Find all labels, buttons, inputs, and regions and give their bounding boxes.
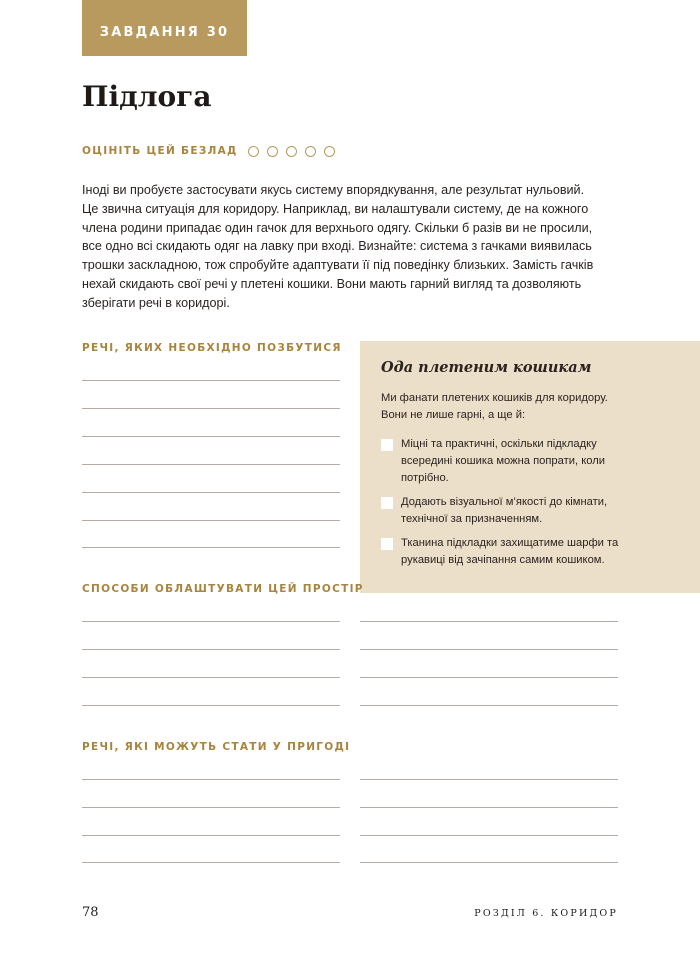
checklist-line: Міцні та практичні, оскільки підкладку: [401, 438, 597, 450]
checklist-item: [381, 436, 680, 487]
writing-line[interactable]: [360, 807, 618, 808]
writing-line[interactable]: [82, 520, 340, 521]
writing-line[interactable]: [360, 649, 618, 650]
writing-line[interactable]: [82, 779, 340, 780]
writing-line[interactable]: [82, 621, 340, 622]
checklist-line: потрібно.: [401, 472, 449, 484]
writing-line[interactable]: [360, 705, 618, 706]
rating-circle-1[interactable]: [248, 146, 259, 157]
intro-line: Іноді ви пробуєте застосувати якусь систему впорядкування, але результат нульовий.: [82, 183, 585, 197]
sidebar-title: Ода плетеним кошикам: [381, 359, 592, 376]
intro-paragraph: [82, 181, 622, 313]
writing-line[interactable]: [82, 408, 340, 409]
baskets-sidebar: [360, 341, 700, 593]
rating-label: ОЦІНІТЬ ЦЕЙ БЕЗЛАД: [82, 145, 238, 157]
chapter-label: РОЗДІЛ 6. КОРИДОР: [474, 908, 618, 919]
writing-line[interactable]: [360, 779, 618, 780]
writing-line[interactable]: [360, 621, 618, 622]
writing-line[interactable]: [82, 436, 340, 437]
mess-rating: [82, 145, 343, 157]
checklist-line: всередині кошика можна попрати, коли: [401, 455, 605, 467]
writing-line[interactable]: [82, 835, 340, 836]
intro-line: члена родини припадає один гачок для верхнього одягу. Скільки б разів ви не просили,: [82, 220, 593, 235]
rating-circle-4[interactable]: [305, 146, 316, 157]
intro-line: трошки заскладною, тож спробуйте адаптувати її під поведінку близьких. Замість гачків: [82, 258, 594, 273]
checklist-line: Додають візуальної м’якості до кімнати,: [401, 496, 608, 508]
intro-line: все одно всі скидають одяг на лавку при вході. Визнайте: система з гачками виявилась: [82, 239, 592, 254]
writing-line[interactable]: [360, 677, 618, 678]
intro-line: нехай скидають свої речі у плетені кошики. Вони мають гарний вигляд та дозволяють: [82, 276, 582, 291]
writing-line[interactable]: [82, 464, 340, 465]
sidebar-intro-line: Вони не лише гарні, а ще й:: [381, 409, 526, 421]
writing-line[interactable]: [82, 705, 340, 706]
checkbox[interactable]: [381, 538, 393, 550]
discard-section-label: РЕЧІ, ЯКИХ НЕОБХІДНО ПОЗБУТИСЯ: [82, 342, 342, 354]
checkbox[interactable]: [381, 497, 393, 509]
writing-line[interactable]: [82, 492, 340, 493]
writing-line[interactable]: [82, 649, 340, 650]
sidebar-intro-line: Ми фанати плетених кошиків для коридору.: [381, 392, 608, 404]
writing-line[interactable]: [360, 835, 618, 836]
checkbox[interactable]: [381, 439, 393, 451]
checklist-line: технічної за призначенням.: [401, 513, 543, 525]
checklist-line: рукавиці від зачіпання самим кошиком.: [401, 554, 605, 566]
sidebar-intro: [381, 390, 680, 424]
writing-line[interactable]: [82, 807, 340, 808]
rating-circle-2[interactable]: [267, 146, 278, 157]
checklist-item: [381, 535, 680, 569]
writing-line[interactable]: [360, 862, 618, 863]
task-badge: [82, 0, 247, 56]
checklist-line: Тканина підкладки захищатиме шарфи та: [401, 537, 619, 549]
useful-section-label: РЕЧІ, ЯКІ МОЖУТЬ СТАТИ У ПРИГОДІ: [82, 741, 351, 753]
writing-line[interactable]: [82, 862, 340, 863]
writing-line[interactable]: [82, 547, 340, 548]
checklist-item-text: [401, 535, 618, 569]
page-number: 78: [82, 905, 99, 920]
arrange-section-label: СПОСОБИ ОБЛАШТУВАТИ ЦЕЙ ПРОСТІР: [82, 583, 364, 595]
intro-line: зберігати речі в коридорі.: [82, 295, 230, 310]
checklist-item-text: [401, 494, 607, 528]
rating-circle-5[interactable]: [324, 146, 335, 157]
checklist-item-text: [401, 436, 605, 487]
writing-line[interactable]: [82, 677, 340, 678]
page-title: Підлога: [82, 80, 212, 113]
task-label: ЗАВДАННЯ 30: [99, 24, 230, 40]
checklist-item: [381, 494, 680, 528]
rating-scale: [248, 146, 343, 157]
rating-circle-3[interactable]: [286, 146, 297, 157]
intro-line: Це звична ситуація для коридору. Наприклад, ви налаштували систему, де на кожного: [82, 201, 589, 216]
writing-line[interactable]: [82, 380, 340, 381]
